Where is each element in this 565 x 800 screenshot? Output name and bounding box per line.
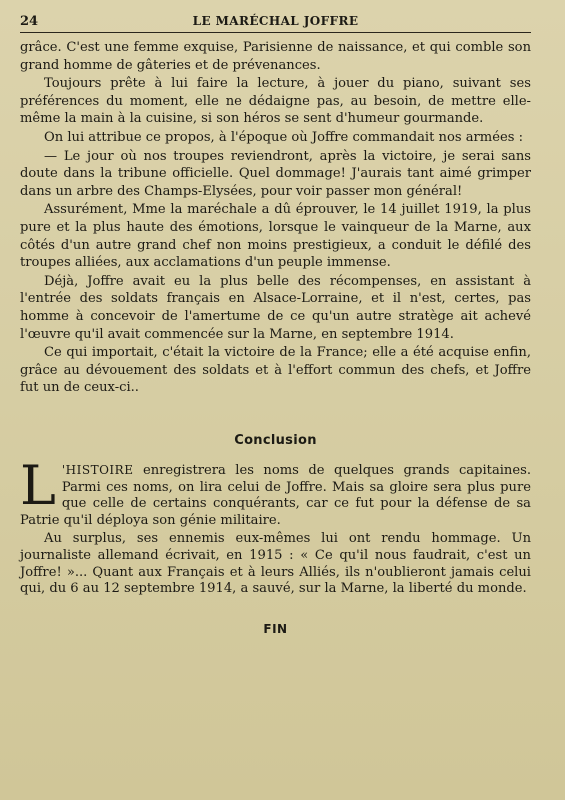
conclusion-paragraph xyxy=(20,453,531,530)
end-marker: FIN xyxy=(263,622,288,637)
running-head: LE MARÉCHAL JOFFRE xyxy=(192,14,359,28)
paragraph: Toujours prête à lui faire la lecture, à jouer du piano, suivant ses préférences du moment, elle ne dédaigne pas, au besoin, de mettre elle-même la main à la cuisine, si son héros se sent d'humeur gourmande. xyxy=(20,76,531,127)
page-number: 24 xyxy=(20,14,39,29)
conclusion-body xyxy=(20,453,531,598)
paragraph: — Le jour où nos troupes reviendront, après la victoire, je serai sans doute dans la tribune officielle. Quel dommage! J'aurais tant aimé grimper dans un arbre des Champs-Elysées, pour voir passer mon général! xyxy=(20,148,531,199)
paragraph: On lui attribue ce propos, à l'époque où Joffre commandait nos armées : xyxy=(44,129,524,145)
drop-cap: L xyxy=(20,453,56,517)
section-title: Conclusion xyxy=(234,432,317,448)
paragraph: Assurément, Mme la maréchale a dû éprouver, le 14 juillet 1919, la plus pure et la plus haute des émotions, lorsque le vainqueur de la Marne, aux côtés d'un autre grand chef non moins prestigieux, a conduit le défilé des troupes alliées, aux acclamations d'un peuple immense. xyxy=(20,202,531,271)
paragraph: Déjà, Joffre avait eu la plus belle des récompenses, en assistant à l'entrée des soldats français en Alsace-Lorraine, et il n'est, certes, pas homme à concevoir de l'amertume de ce qu'un autre stratège ait achevé l'œuvre qu'il avait commencée sur la Marne, en septembre 1914. xyxy=(20,273,531,342)
conclusion-paragraph: Au surplus, ses ennemis eux-mêmes lui ont rendu hommage. Un journaliste allemand écrivait, en 1915 : « Ce qu'il nous faudrait, c'est un Joffre! »... Quant aux Français et à leurs Alliés, ils n'oublieront jamais celui qui, du 6 au 12 septembre 1914, a sauvé, sur la Marne, la liberté du monde. xyxy=(20,531,531,597)
paragraph: grâce. C'est une femme exquise, Parisienne de naissance, et qui comble son grand homme de gâteries et de prévenances. xyxy=(20,40,531,73)
paragraph: Ce qui importait, c'était la victoire de la France; elle a été acquise enfin, grâce au dévouement des soldats et à l'effort commun des chefs, et Joffre fut un de ceux-ci.. xyxy=(20,345,531,396)
conclusion-text: enregistrera les noms de quelques grands capitaines. Parmi ces noms, on lira celui de Joffre. Mais sa gloire sera plus pure que celle de certains conquérants, car ce fut pour la défense de sa Patrie qu'il déploya son génie militaire. xyxy=(20,462,531,529)
lead-word: 'HISTOIRE xyxy=(61,462,134,477)
chapter-body xyxy=(20,39,531,397)
page-header xyxy=(20,14,531,33)
